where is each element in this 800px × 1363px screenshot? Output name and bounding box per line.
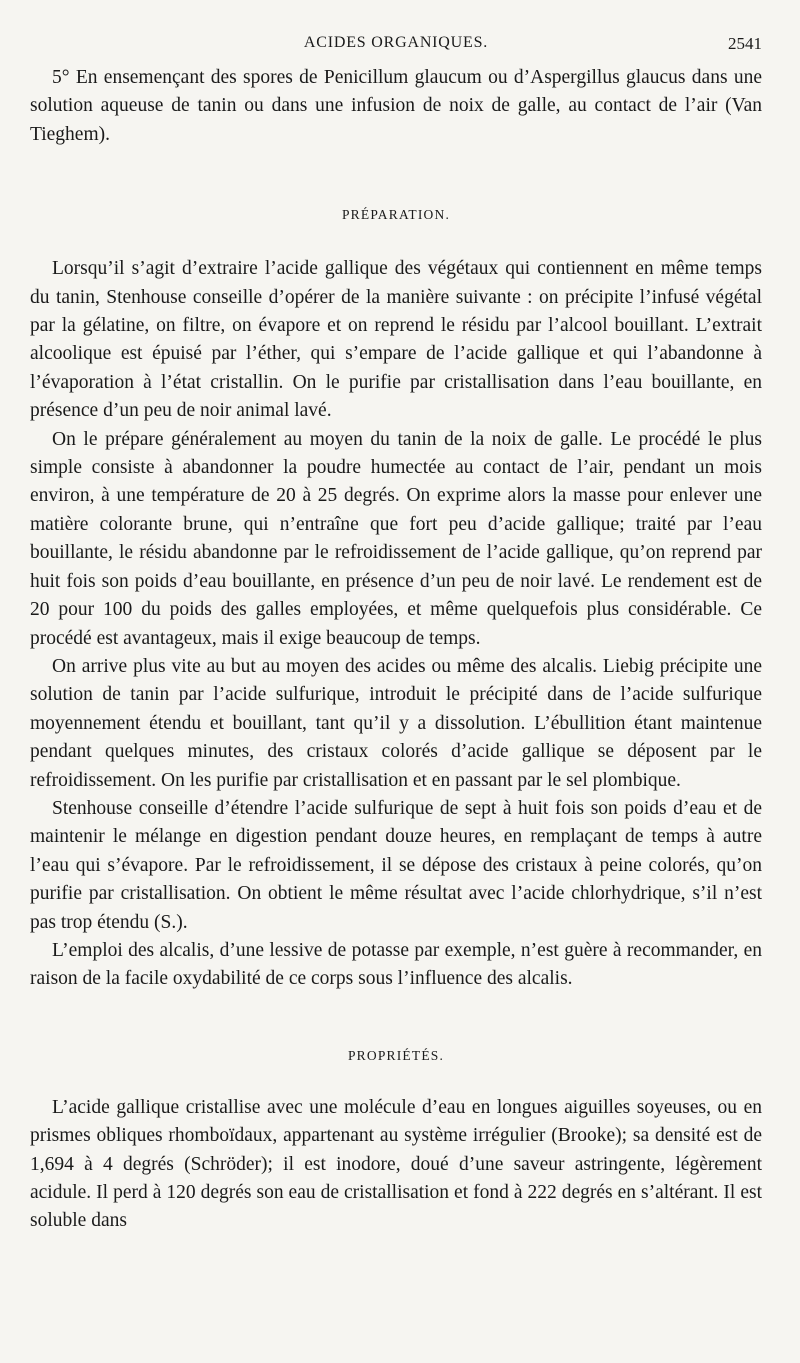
- paragraph: L’acide gallique cristallise avec une molécule d’eau en longues aiguilles soyeuses, ou en prismes obliques rhomboïdaux, appartenant au système irrégulier (Brooke); sa densité est de 1,694 à 4 degrés (Schröder); il est inodore, doué d’une saveur astringente, légèrement acidule. Il perd à 120 degrés son eau de cristallisation et fond à 222 degrés en s’altérant. Il est soluble dans: [30, 1096, 762, 1232]
- paragraph: L’emploi des alcalis, d’une lessive de potasse par exemple, n’est guère à recommander, en raison de la facile oxydabilité de ce corps sous l’influence des alcalis.: [30, 939, 762, 990]
- page-header: [30, 34, 762, 58]
- section-heading-proprietes: PROPRIÉTÉS.: [347, 1047, 445, 1063]
- paragraph: Lorsqu’il s’agit d’extraire l’acide gallique des végétaux qui contiennent en même temps du tanin, Stenhouse conseille d’opérer de la manière suivante : on précipite l’infusé végétal par la gélatine, on filtre, on évapore et on reprend le résidu par l’alcool bouillant. L’extrait alcoolique est épuisé par l’éther, qui s’empare de l’acide gallique et qui l’abandonne à l’évaporation à l’état cristallin. On le purifie par cristallisation dans l’eau bouillante, en présence d’un peu de noir animal lavé.: [30, 258, 762, 422]
- intro-paragraph: 5° En ensemençant des spores de Penicillum glaucum ou d’Aspergillus glaucus dans une solution aqueuse de tanin ou dans une infusion de noix de galle, au contact de l’air (Van Tieghem).: [30, 67, 762, 145]
- page-number: 2541: [728, 34, 762, 53]
- paragraph: On le prépare généralement au moyen du tanin de la noix de galle. Le procédé le plus simple consiste à abandonner la poudre humectée au contact de l’air, pendant un mois environ, à une température de 20 à 25 degrés. On exprime alors la masse pour enlever une matière colorante brune, qui n’entraîne que fort peu d’acide gallique; traité par l’eau bouillante, le résidu abandonne par le refroidissement de l’acide gallique, qu’on reprend par huit fois son poids d’eau bouillante, en présence d’un peu de noir lavé. Le rendement est de 20 pour 100 du poids des galles employées, et même quelquefois plus considérable. Ce procédé est avantageux, mais il exige beaucoup de temps.: [30, 428, 762, 649]
- running-title: ACIDES ORGANIQUES.: [303, 34, 489, 51]
- section-heading-preparation: PRÉPARATION.: [341, 207, 451, 223]
- paragraph: On arrive plus vite au but au moyen des acides ou même des alcalis. Liebig précipite une solution de tanin par l’acide sulfurique, introduit le précipité dans de l’acide sulfurique moyennement étendu et bouillant, tant qu’il y a dissolution. L’ébullition étant maintenue pendant quelques minutes, des cristaux colorés d’acide gallique se déposent par le refroidissement. On les purifie par cristallisation et en passant par le sel plombique.: [30, 655, 762, 791]
- paragraph: Stenhouse conseille d’étendre l’acide sulfurique de sept à huit fois son poids d’eau et de maintenir le mélange en digestion pendant douze heures, en remplaçant de temps à autre l’eau qui s’évapore. Par le refroidissement, il se dépose des cristaux à peine colorés, qu’on purifie par cristallisation. On obtient le même résultat avec l’acide chlorhydrique, s’il n’est pas trop étendu (S.).: [30, 797, 762, 933]
- page-body: [30, 64, 762, 1236]
